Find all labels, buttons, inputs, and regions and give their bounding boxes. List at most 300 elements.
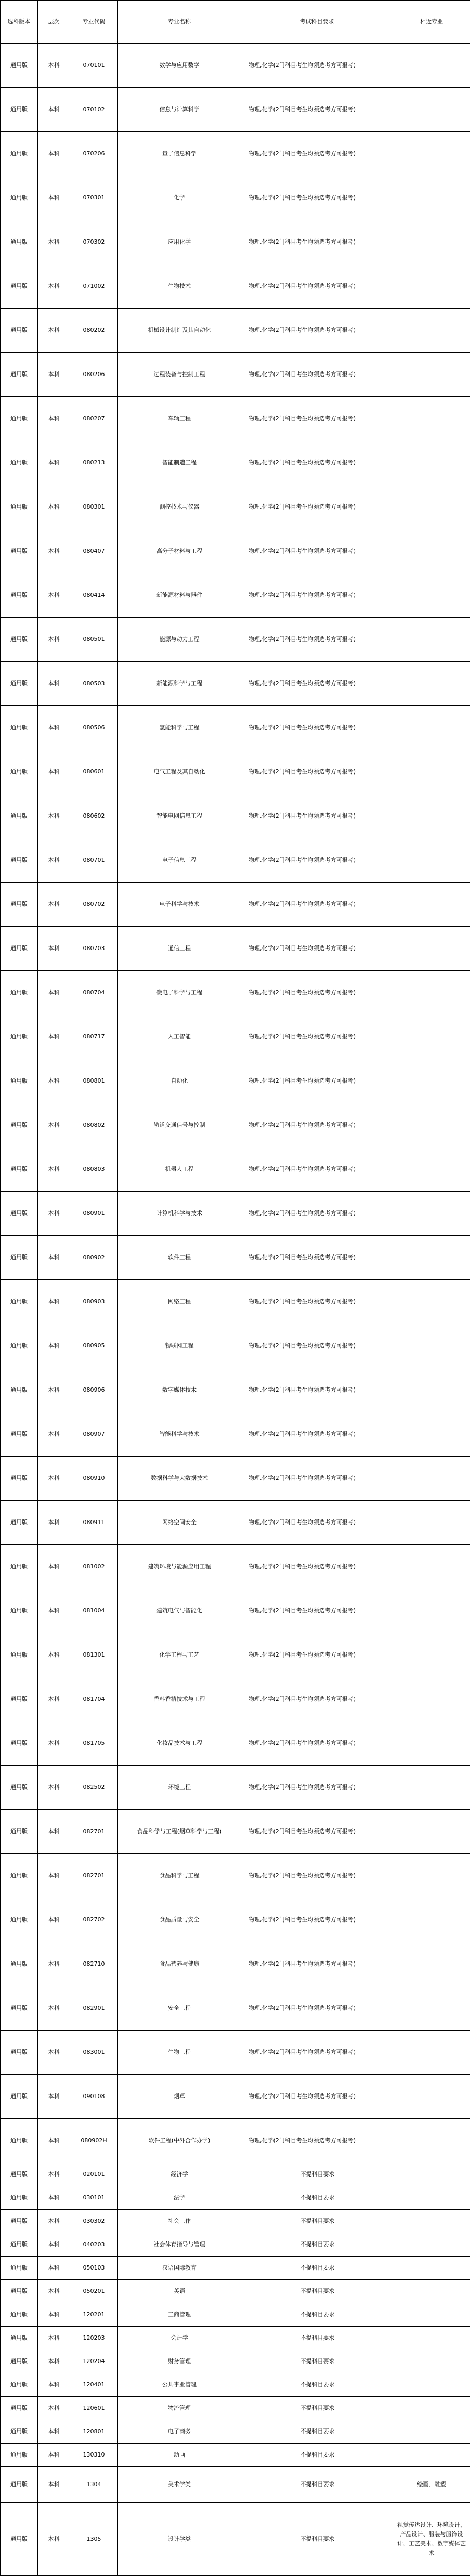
cell-related: [393, 1545, 470, 1589]
cell-name: 电子科学与技术: [118, 883, 241, 927]
cell-related: [393, 1942, 470, 1986]
table-row: [1, 1147, 470, 1192]
cell-code: 080207: [70, 397, 118, 441]
cell-level: 本科: [38, 2444, 70, 2467]
header-level: 层次: [38, 1, 70, 44]
cell-related: [393, 2444, 470, 2467]
cell-name: 化学工程与工艺: [118, 1633, 241, 1677]
table-row: [1, 397, 470, 441]
cell-edition: 通用版: [1, 1766, 38, 1810]
cell-edition: 通用版: [1, 1633, 38, 1677]
cell-edition: 通用版: [1, 838, 38, 883]
cell-code: 020101: [70, 2163, 118, 2186]
cell-level: 本科: [38, 44, 70, 88]
cell-related: [393, 971, 470, 1015]
cell-code: 083001: [70, 2031, 118, 2075]
cell-requirement: 物理,化学(2门科目考生均须选考方可报考): [241, 1236, 393, 1280]
cell-name: 高分子材料与工程: [118, 529, 241, 573]
cell-requirement: 物理,化学(2门科目考生均须选考方可报考): [241, 1677, 393, 1721]
table-row: [1, 2031, 470, 2075]
cell-edition: 通用版: [1, 44, 38, 88]
table-row: [1, 662, 470, 706]
table-row: [1, 618, 470, 662]
cell-code: 082701: [70, 1854, 118, 1898]
table-row: [1, 2186, 470, 2210]
table-body: [1, 44, 470, 2576]
cell-level: 本科: [38, 485, 70, 529]
cell-edition: 通用版: [1, 2163, 38, 2186]
cell-edition: 通用版: [1, 1854, 38, 1898]
cell-name: 车辆工程: [118, 397, 241, 441]
cell-related: 视觉传达设计、环境设计、产品设计、服装与服饰设计、工艺美术、数字媒体艺术: [393, 2503, 470, 2576]
cell-code: 120204: [70, 2350, 118, 2373]
cell-level: 本科: [38, 1898, 70, 1942]
cell-level: 本科: [38, 441, 70, 485]
cell-edition: 通用版: [1, 2280, 38, 2303]
cell-related: [393, 44, 470, 88]
table-row: [1, 927, 470, 971]
table-row: [1, 1103, 470, 1147]
cell-code: 080905: [70, 1324, 118, 1368]
cell-requirement: 不提科目要求: [241, 2327, 393, 2350]
cell-code: 080911: [70, 1501, 118, 1545]
cell-name: 设计学类: [118, 2503, 241, 2576]
cell-code: 080602: [70, 794, 118, 838]
cell-code: 070301: [70, 176, 118, 220]
cell-name: 过程装备与控制工程: [118, 353, 241, 397]
table-row: [1, 2257, 470, 2280]
cell-level: 本科: [38, 1192, 70, 1236]
cell-code: 080301: [70, 485, 118, 529]
table-row: [1, 971, 470, 1015]
cell-related: [393, 2210, 470, 2233]
cell-requirement: 物理,化学(2门科目考生均须选考方可报考): [241, 794, 393, 838]
cell-related: [393, 750, 470, 794]
cell-edition: 通用版: [1, 2397, 38, 2420]
cell-name: 食品营养与健康: [118, 1942, 241, 1986]
cell-edition: 通用版: [1, 1942, 38, 1986]
cell-related: [393, 1501, 470, 1545]
cell-name: 动画: [118, 2444, 241, 2467]
cell-name: 物联网工程: [118, 1324, 241, 1368]
cell-level: 本科: [38, 1015, 70, 1059]
cell-name: 烟草: [118, 2075, 241, 2119]
table-row: [1, 1766, 470, 1810]
cell-related: [393, 1457, 470, 1501]
cell-requirement: 物理,化学(2门科目考生均须选考方可报考): [241, 88, 393, 132]
cell-name: 美术学类: [118, 2467, 241, 2503]
cell-requirement: 物理,化学(2门科目考生均须选考方可报考): [241, 1103, 393, 1147]
cell-level: 本科: [38, 132, 70, 176]
cell-level: 本科: [38, 2280, 70, 2303]
cell-requirement: 物理,化学(2门科目考生均须选考方可报考): [241, 1324, 393, 1368]
cell-name: 食品质量与安全: [118, 1898, 241, 1942]
cell-requirement: 物理,化学(2门科目考生均须选考方可报考): [241, 838, 393, 883]
cell-level: 本科: [38, 2467, 70, 2503]
table-row: [1, 1501, 470, 1545]
table-row: [1, 1236, 470, 1280]
table-row: [1, 794, 470, 838]
cell-name: 微电子科学与工程: [118, 971, 241, 1015]
cell-code: 1305: [70, 2503, 118, 2576]
cell-level: 本科: [38, 794, 70, 838]
cell-code: 070102: [70, 88, 118, 132]
cell-name: 测控技术与仪器: [118, 485, 241, 529]
cell-level: 本科: [38, 2420, 70, 2444]
cell-requirement: 不提科目要求: [241, 2186, 393, 2210]
cell-code: 080802: [70, 1103, 118, 1147]
cell-level: 本科: [38, 2327, 70, 2350]
cell-level: 本科: [38, 2257, 70, 2280]
table-row: [1, 2280, 470, 2303]
cell-name: 数字媒体技术: [118, 1368, 241, 1412]
cell-level: 本科: [38, 2119, 70, 2163]
cell-level: 本科: [38, 220, 70, 264]
cell-requirement: 物理,化学(2门科目考生均须选考方可报考): [241, 1147, 393, 1192]
table-row: [1, 353, 470, 397]
cell-code: 080702: [70, 883, 118, 927]
cell-related: [393, 618, 470, 662]
cell-name: 建筑电气与智能化: [118, 1589, 241, 1633]
cell-code: 130310: [70, 2444, 118, 2467]
cell-requirement: 不提科目要求: [241, 2420, 393, 2444]
cell-name: 机器人工程: [118, 1147, 241, 1192]
cell-level: 本科: [38, 1545, 70, 1589]
cell-edition: 通用版: [1, 2257, 38, 2280]
cell-requirement: 物理,化学(2门科目考生均须选考方可报考): [241, 485, 393, 529]
cell-code: 080903: [70, 1280, 118, 1324]
table-row: [1, 838, 470, 883]
cell-related: [393, 662, 470, 706]
cell-requirement: 物理,化学(2门科目考生均须选考方可报考): [241, 662, 393, 706]
table-row: [1, 529, 470, 573]
cell-level: 本科: [38, 2186, 70, 2210]
cell-level: 本科: [38, 750, 70, 794]
table-row: [1, 1368, 470, 1412]
table-row: [1, 1280, 470, 1324]
cell-related: [393, 2303, 470, 2327]
cell-requirement: 物理,化学(2门科目考生均须选考方可报考): [241, 1942, 393, 1986]
cell-related: [393, 1103, 470, 1147]
cell-name: 数学与应用数学: [118, 44, 241, 88]
cell-name: 量子信息科学: [118, 132, 241, 176]
cell-edition: 通用版: [1, 2327, 38, 2350]
cell-code: 080701: [70, 838, 118, 883]
cell-code: 082901: [70, 1986, 118, 2031]
cell-code: 030302: [70, 2210, 118, 2233]
cell-requirement: 物理,化学(2门科目考生均须选考方可报考): [241, 1015, 393, 1059]
cell-related: [393, 2397, 470, 2420]
cell-related: [393, 1015, 470, 1059]
table-row: [1, 1457, 470, 1501]
cell-level: 本科: [38, 2373, 70, 2397]
cell-edition: 通用版: [1, 1280, 38, 1324]
cell-name: 社会体育指导与管理: [118, 2233, 241, 2257]
cell-related: [393, 2420, 470, 2444]
cell-level: 本科: [38, 618, 70, 662]
cell-name: 社会工作: [118, 2210, 241, 2233]
cell-name: 电子信息工程: [118, 838, 241, 883]
cell-code: 050103: [70, 2257, 118, 2280]
cell-related: [393, 838, 470, 883]
cell-code: 030101: [70, 2186, 118, 2210]
cell-requirement: 物理,化学(2门科目考生均须选考方可报考): [241, 220, 393, 264]
cell-requirement: 不提科目要求: [241, 2350, 393, 2373]
cell-edition: 通用版: [1, 1324, 38, 1368]
cell-name: 生物工程: [118, 2031, 241, 2075]
cell-edition: 通用版: [1, 220, 38, 264]
cell-related: [393, 264, 470, 309]
cell-level: 本科: [38, 1589, 70, 1633]
table-row: [1, 2233, 470, 2257]
cell-code: 080906: [70, 1368, 118, 1412]
cell-code: 080704: [70, 971, 118, 1015]
cell-edition: 通用版: [1, 2420, 38, 2444]
cell-edition: 通用版: [1, 2373, 38, 2397]
cell-edition: 通用版: [1, 2303, 38, 2327]
cell-level: 本科: [38, 1854, 70, 1898]
cell-related: [393, 1324, 470, 1368]
cell-related: 绘画、雕塑: [393, 2467, 470, 2503]
cell-requirement: 物理,化学(2门科目考生均须选考方可报考): [241, 309, 393, 353]
cell-requirement: 物理,化学(2门科目考生均须选考方可报考): [241, 1545, 393, 1589]
table-row: [1, 2350, 470, 2373]
cell-requirement: 物理,化学(2门科目考生均须选考方可报考): [241, 1412, 393, 1457]
cell-name: 财务管理: [118, 2350, 241, 2373]
table-row: [1, 1015, 470, 1059]
cell-edition: 通用版: [1, 1412, 38, 1457]
cell-edition: 通用版: [1, 1147, 38, 1192]
cell-code: 071002: [70, 264, 118, 309]
cell-name: 汉语国际教育: [118, 2257, 241, 2280]
cell-related: [393, 1898, 470, 1942]
cell-edition: 通用版: [1, 2031, 38, 2075]
cell-name: 建筑环境与能源应用工程: [118, 1545, 241, 1589]
table-row: [1, 2119, 470, 2163]
cell-code: 082502: [70, 1766, 118, 1810]
cell-edition: 通用版: [1, 1721, 38, 1766]
cell-related: [393, 2257, 470, 2280]
cell-level: 本科: [38, 838, 70, 883]
cell-code: 120203: [70, 2327, 118, 2350]
cell-requirement: 物理,化学(2门科目考生均须选考方可报考): [241, 1589, 393, 1633]
cell-level: 本科: [38, 1721, 70, 1766]
cell-requirement: 物理,化学(2门科目考生均须选考方可报考): [241, 1457, 393, 1501]
cell-related: [393, 1810, 470, 1854]
cell-edition: 通用版: [1, 1677, 38, 1721]
cell-related: [393, 794, 470, 838]
cell-name: 物流管理: [118, 2397, 241, 2420]
cell-requirement: 物理,化学(2门科目考生均须选考方可报考): [241, 1368, 393, 1412]
cell-level: 本科: [38, 1986, 70, 2031]
cell-edition: 通用版: [1, 1059, 38, 1103]
cell-edition: 通用版: [1, 2444, 38, 2467]
cell-related: [393, 2163, 470, 2186]
table-row: [1, 2467, 470, 2503]
cell-name: 经济学: [118, 2163, 241, 2186]
cell-edition: 通用版: [1, 1589, 38, 1633]
cell-level: 本科: [38, 2503, 70, 2576]
cell-requirement: 物理,化学(2门科目考生均须选考方可报考): [241, 529, 393, 573]
cell-requirement: 不提科目要求: [241, 2233, 393, 2257]
cell-requirement: 不提科目要求: [241, 2444, 393, 2467]
cell-related: [393, 2119, 470, 2163]
cell-edition: 通用版: [1, 309, 38, 353]
cell-code: 120201: [70, 2303, 118, 2327]
cell-requirement: 不提科目要求: [241, 2503, 393, 2576]
cell-related: [393, 1854, 470, 1898]
cell-level: 本科: [38, 2163, 70, 2186]
table-row: [1, 2303, 470, 2327]
table-row: [1, 1721, 470, 1766]
cell-requirement: 物理,化学(2门科目考生均须选考方可报考): [241, 1633, 393, 1677]
cell-requirement: 物理,化学(2门科目考生均须选考方可报考): [241, 1501, 393, 1545]
cell-requirement: 物理,化学(2门科目考生均须选考方可报考): [241, 1280, 393, 1324]
table-row: [1, 176, 470, 220]
cell-level: 本科: [38, 662, 70, 706]
cell-edition: 通用版: [1, 794, 38, 838]
cell-level: 本科: [38, 309, 70, 353]
table-row: [1, 1986, 470, 2031]
cell-edition: 通用版: [1, 2503, 38, 2576]
table-row: [1, 1942, 470, 1986]
table-row: [1, 44, 470, 88]
table-row: [1, 1677, 470, 1721]
cell-requirement: 物理,化学(2门科目考生均须选考方可报考): [241, 1059, 393, 1103]
cell-edition: 通用版: [1, 1986, 38, 2031]
cell-level: 本科: [38, 88, 70, 132]
cell-name: 环境工程: [118, 1766, 241, 1810]
cell-name: 工商管理: [118, 2303, 241, 2327]
cell-code: 081301: [70, 1633, 118, 1677]
cell-requirement: 不提科目要求: [241, 2303, 393, 2327]
cell-edition: 通用版: [1, 927, 38, 971]
cell-name: 新能源科学与工程: [118, 662, 241, 706]
cell-name: 英语: [118, 2280, 241, 2303]
cell-requirement: 物理,化学(2门科目考生均须选考方可报考): [241, 1192, 393, 1236]
header-requirement: 考试科目要求: [241, 1, 393, 44]
cell-code: 080202: [70, 309, 118, 353]
cell-name: 生物技术: [118, 264, 241, 309]
cell-edition: 通用版: [1, 1368, 38, 1412]
table-row: [1, 750, 470, 794]
cell-name: 新能源材料与器件: [118, 573, 241, 618]
cell-requirement: 物理,化学(2门科目考生均须选考方可报考): [241, 264, 393, 309]
cell-requirement: 物理,化学(2门科目考生均须选考方可报考): [241, 750, 393, 794]
cell-name: 安全工程: [118, 1986, 241, 2031]
cell-code: 082702: [70, 1898, 118, 1942]
cell-code: 050201: [70, 2280, 118, 2303]
cell-level: 本科: [38, 1457, 70, 1501]
table-row: [1, 1810, 470, 1854]
cell-edition: 通用版: [1, 2210, 38, 2233]
cell-code: 080910: [70, 1457, 118, 1501]
cell-requirement: 不提科目要求: [241, 2373, 393, 2397]
cell-edition: 通用版: [1, 2075, 38, 2119]
table-header-row: [1, 1, 470, 44]
table-row: [1, 2397, 470, 2420]
cell-edition: 通用版: [1, 2350, 38, 2373]
cell-code: 080703: [70, 927, 118, 971]
cell-edition: 通用版: [1, 441, 38, 485]
cell-level: 本科: [38, 883, 70, 927]
cell-requirement: 不提科目要求: [241, 2397, 393, 2420]
cell-code: 080213: [70, 441, 118, 485]
cell-edition: 通用版: [1, 1192, 38, 1236]
table-row: [1, 264, 470, 309]
cell-related: [393, 1368, 470, 1412]
table-row: [1, 309, 470, 353]
cell-related: [393, 1721, 470, 1766]
cell-code: 090108: [70, 2075, 118, 2119]
table-row: [1, 2373, 470, 2397]
cell-edition: 通用版: [1, 176, 38, 220]
cell-related: [393, 1986, 470, 2031]
cell-requirement: 物理,化学(2门科目考生均须选考方可报考): [241, 132, 393, 176]
cell-level: 本科: [38, 927, 70, 971]
cell-edition: 通用版: [1, 1898, 38, 1942]
cell-code: 080206: [70, 353, 118, 397]
cell-level: 本科: [38, 2210, 70, 2233]
cell-level: 本科: [38, 1059, 70, 1103]
cell-requirement: 不提科目要求: [241, 2467, 393, 2503]
cell-level: 本科: [38, 1942, 70, 1986]
cell-related: [393, 1059, 470, 1103]
cell-related: [393, 441, 470, 485]
cell-requirement: 物理,化学(2门科目考生均须选考方可报考): [241, 1721, 393, 1766]
cell-edition: 通用版: [1, 1545, 38, 1589]
cell-edition: 通用版: [1, 88, 38, 132]
cell-edition: 通用版: [1, 971, 38, 1015]
cell-code: 080407: [70, 529, 118, 573]
cell-name: 软件工程(中外合作办学): [118, 2119, 241, 2163]
cell-name: 智能制造工程: [118, 441, 241, 485]
table-row: [1, 1633, 470, 1677]
cell-level: 本科: [38, 1501, 70, 1545]
cell-code: 081004: [70, 1589, 118, 1633]
cell-related: [393, 397, 470, 441]
cell-edition: 通用版: [1, 132, 38, 176]
table-row: [1, 2075, 470, 2119]
table-row: [1, 1589, 470, 1633]
cell-name: 法学: [118, 2186, 241, 2210]
cell-requirement: 物理,化学(2门科目考生均须选考方可报考): [241, 1854, 393, 1898]
cell-related: [393, 706, 470, 750]
cell-related: [393, 2075, 470, 2119]
cell-level: 本科: [38, 2233, 70, 2257]
cell-requirement: 物理,化学(2门科目考生均须选考方可报考): [241, 573, 393, 618]
cell-related: [393, 1147, 470, 1192]
cell-related: [393, 132, 470, 176]
table-row: [1, 485, 470, 529]
header-code: 专业代码: [70, 1, 118, 44]
table-row: [1, 1545, 470, 1589]
cell-related: [393, 2031, 470, 2075]
cell-requirement: 物理,化学(2门科目考生均须选考方可报考): [241, 1810, 393, 1854]
table-row: [1, 883, 470, 927]
cell-related: [393, 485, 470, 529]
cell-name: 机械设计制造及其自动化: [118, 309, 241, 353]
cell-name: 能源与动力工程: [118, 618, 241, 662]
cell-requirement: 不提科目要求: [241, 2210, 393, 2233]
cell-level: 本科: [38, 264, 70, 309]
cell-related: [393, 1412, 470, 1457]
cell-requirement: 物理,化学(2门科目考生均须选考方可报考): [241, 397, 393, 441]
cell-related: [393, 220, 470, 264]
table-row: [1, 1412, 470, 1457]
cell-name: 化妆品技术与工程: [118, 1721, 241, 1766]
cell-related: [393, 529, 470, 573]
